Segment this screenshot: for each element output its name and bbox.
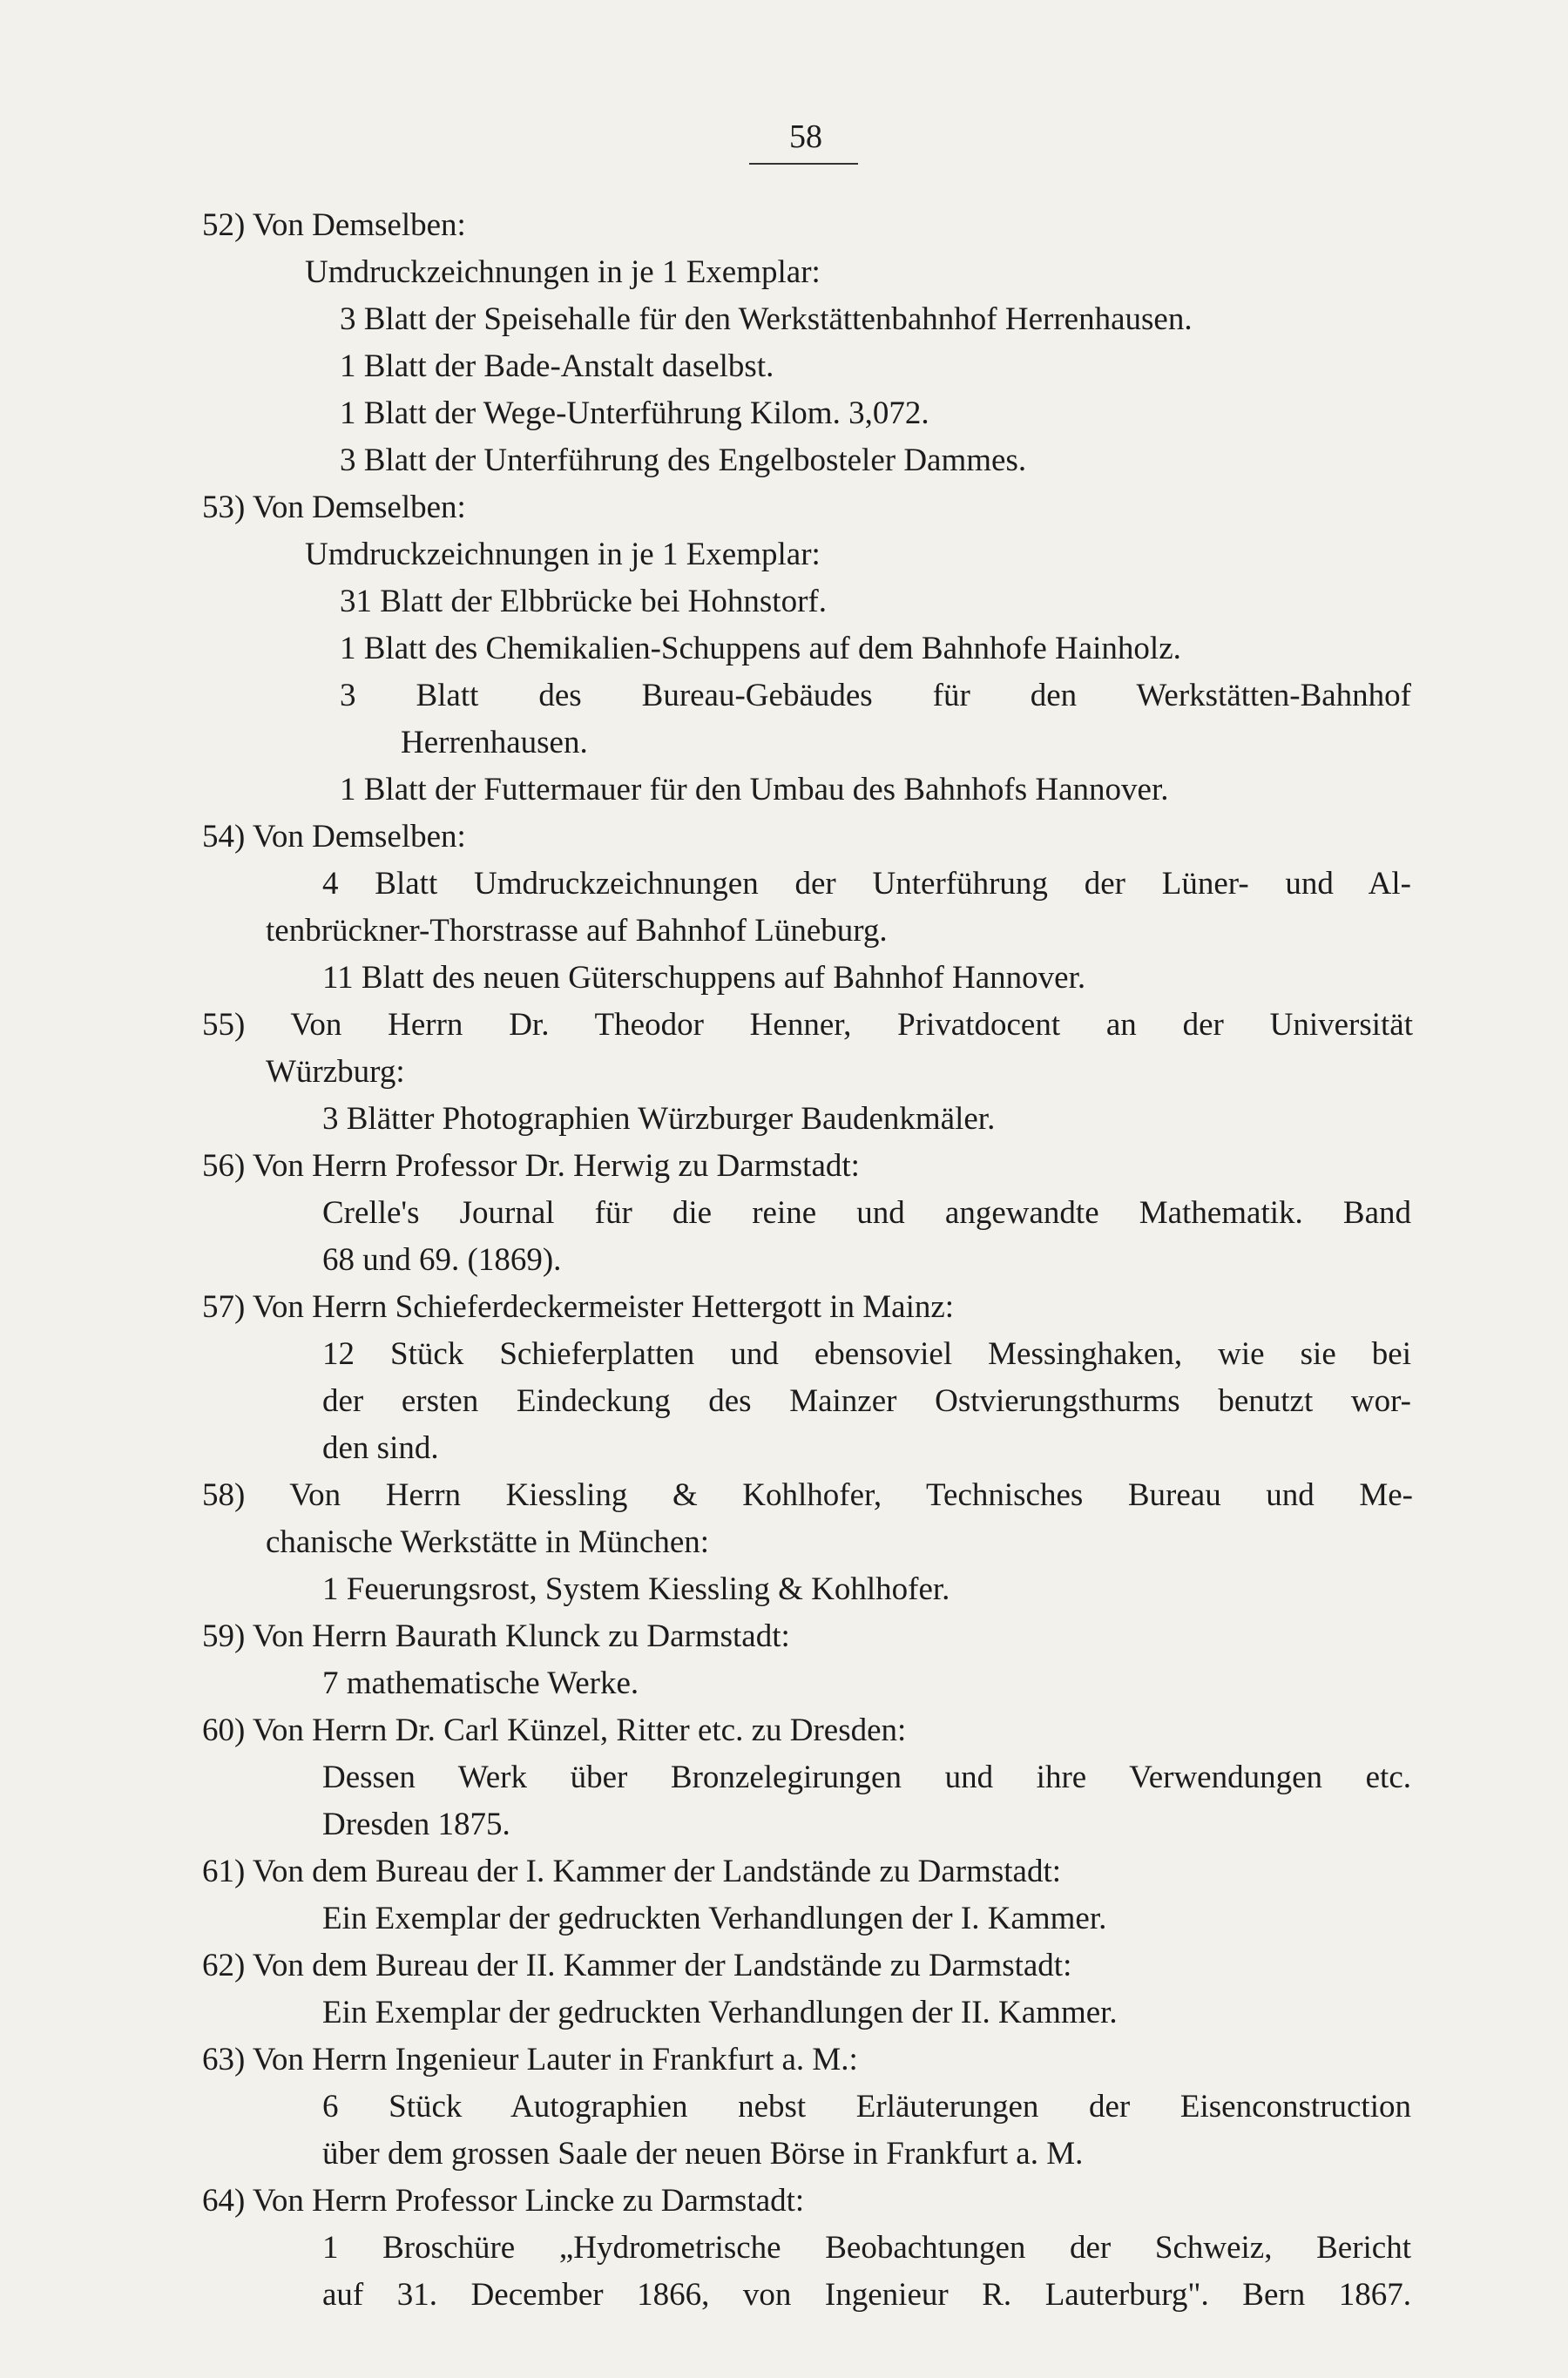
entry-53-item: 1 Blatt des Chemikalien-Schuppens auf dem Bahnhofe Hainholz. [340,631,1181,666]
entry-52-item: 3 Blatt der Speisehalle für den Werkstättenbahnhof Herrenhausen. [340,301,1193,337]
entry-52-heading: 52) Von Demselben: [202,207,466,243]
page-number-rule [749,163,858,165]
entry-62-item: Ein Exemplar der gedruckten Verhandlungen der II. Kammer. [322,1995,1118,2030]
entry-57-item-continuation: der ersten Eindeckung des Mainzer Ostvierungsthurms benutzt wor- [322,1383,1411,1419]
page-number: 58 [789,118,822,155]
entry-57-item: 12 Stück Schieferplatten und ebensoviel Messinghaken, wie sie bei [322,1336,1411,1372]
entry-57-item-continuation: den sind. [322,1430,439,1466]
entry-52-item: 1 Blatt der Bade-Anstalt daselbst. [340,348,774,384]
entry-58-heading-continuation: chanische Werkstätte in München: [266,1524,710,1560]
entry-64-item-continuation: auf 31. December 1866, von Ingenieur R. Lauterburg". Bern 1867. [322,2277,1411,2313]
entry-56-item: Crelle's Journal für die reine und angewandte Mathematik. Band [322,1195,1411,1231]
entry-63-heading: 63) Von Herrn Ingenieur Lauter in Frankfurt a. M.: [202,2042,858,2077]
entry-64-item: 1 Broschüre „Hydrometrische Beobachtungen der Schweiz, Bericht [322,2230,1411,2266]
entry-63-item: 6 Stück Autographien nebst Erläuterungen der Eisenconstruction [322,2089,1411,2125]
entry-59-item: 7 mathematische Werke. [322,1665,639,1701]
entry-53-heading: 53) Von Demselben: [202,490,466,525]
entry-57-heading: 57) Von Herrn Schieferdeckermeister Hettergott in Mainz: [202,1289,955,1325]
entry-53-subheading: Umdruckzeichnungen in je 1 Exemplar: [305,537,821,572]
entry-56-item-continuation: 68 und 69. (1869). [322,1242,562,1278]
entry-52-item: 1 Blatt der Wege-Unterführung Kilom. 3,072. [340,395,929,431]
entry-54-item-continuation: tenbrückner-Thorstrasse auf Bahnhof Lüneburg. [266,913,888,949]
entry-59-heading: 59) Von Herrn Baurath Klunck zu Darmstadt: [202,1618,790,1654]
entry-52-item: 3 Blatt der Unterführung des Engelbosteler Dammes. [340,442,1027,478]
entry-55-item: 3 Blätter Photographien Würzburger Baudenkmäler. [322,1101,996,1137]
entry-53-item: 31 Blatt der Elbbrücke bei Hohnstorf. [340,584,827,619]
entry-58-heading: 58) Von Herrn Kiessling & Kohlhofer, Technisches Bureau und Me- [202,1477,1413,1513]
entry-55-heading-continuation: Würzburg: [266,1054,405,1090]
entry-53-item-continuation: Herrenhausen. [401,725,588,760]
entry-55-heading: 55) Von Herrn Dr. Theodor Henner, Privatdocent an der Universität [202,1007,1413,1043]
entry-60-item: Dessen Werk über Bronzelegirungen und ihre Verwendungen etc. [322,1760,1411,1795]
entry-61-item: Ein Exemplar der gedruckten Verhandlungen der I. Kammer. [322,1901,1107,1936]
entry-56-heading: 56) Von Herrn Professor Dr. Herwig zu Darmstadt: [202,1148,860,1184]
entry-list [0,202,1568,2319]
entry-52-subheading: Umdruckzeichnungen in je 1 Exemplar: [305,254,821,290]
entry-60-heading: 60) Von Herrn Dr. Carl Künzel, Ritter etc. zu Dresden: [202,1713,907,1748]
entry-53-item: 3 Blatt des Bureau-Gebäudes für den Werkstätten-Bahnhof [340,678,1411,713]
entry-60-item-continuation: Dresden 1875. [322,1807,510,1842]
entry-62-heading: 62) Von dem Bureau der II. Kammer der Landstände zu Darmstadt: [202,1948,1072,1983]
entry-64-heading: 64) Von Herrn Professor Lincke zu Darmstadt: [202,2183,805,2219]
entry-54-item: 4 Blatt Umdruckzeichnungen der Unterführung der Lüner- und Al- [322,866,1411,902]
entry-58-item: 1 Feuerungsrost, System Kiessling & Kohlhofer. [322,1571,950,1607]
entry-61-heading: 61) Von dem Bureau der I. Kammer der Landstände zu Darmstadt: [202,1854,1062,1889]
entry-63-item-continuation: über dem grossen Saale der neuen Börse in Frankfurt a. M. [322,2136,1084,2172]
entry-54-heading: 54) Von Demselben: [202,819,466,855]
entry-53-item: 1 Blatt der Futtermauer für den Umbau des Bahnhofs Hannover. [340,772,1169,807]
entry-54-item: 11 Blatt des neuen Güterschuppens auf Bahnhof Hannover. [322,960,1086,996]
